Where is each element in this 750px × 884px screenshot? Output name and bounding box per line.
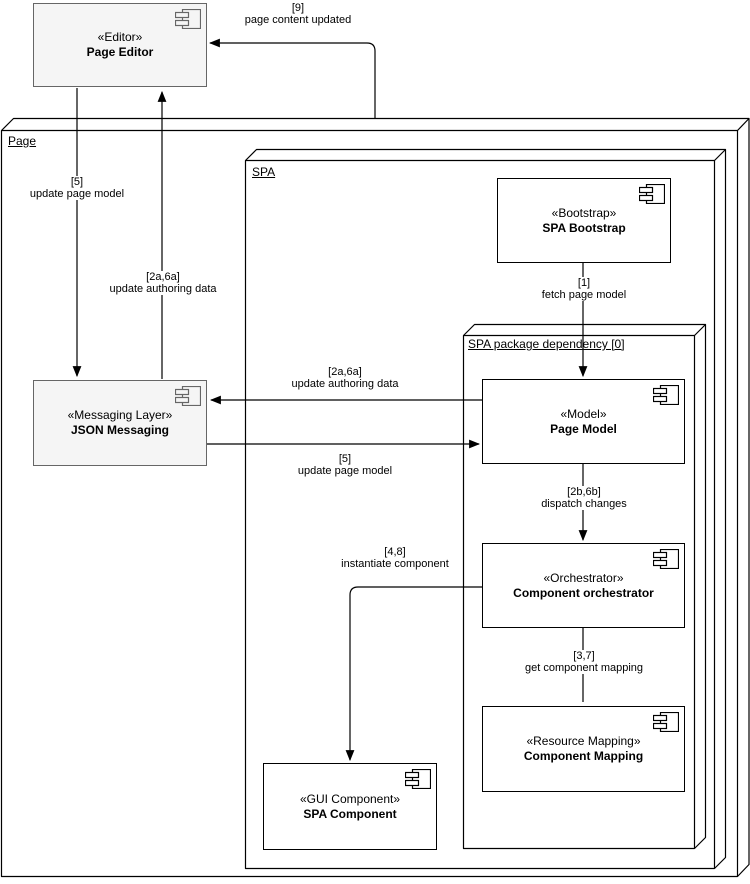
component-page-editor[interactable] (33, 3, 207, 87)
component-json-messaging[interactable] (33, 380, 207, 466)
component-orchestrator[interactable] (482, 543, 685, 628)
spa-bootstrap-name: SPA Bootstrap (542, 220, 626, 235)
component-mapping-name: Component Mapping (523, 749, 644, 763)
component-icon (175, 386, 201, 406)
component-icon (653, 385, 679, 405)
spa-bootstrap-stereotype: «Bootstrap» (551, 205, 617, 220)
page-editor-name: Page Editor (86, 45, 154, 59)
page-node-label: Page (8, 134, 37, 148)
edge-label-messaging-update-authoring-data: [2a,6a] update authoring data (109, 271, 217, 295)
component-icon (653, 712, 679, 732)
component-icon (653, 549, 679, 569)
spa-node-label: SPA (252, 165, 276, 179)
edge-label-fetch-page-model: [1] fetch page model (541, 277, 627, 301)
edge-label-page-content-updated: [9] page content updated (244, 2, 352, 26)
json-messaging-name: JSON Messaging (70, 423, 170, 437)
spa-package-dependency-label: SPA package dependency [0] (468, 337, 625, 351)
edge-label-get-component-mapping: [3,7] get component mapping (524, 650, 644, 674)
edge-label-instantiate-component: [4,8] instantiate component (341, 546, 449, 570)
orchestrator-stereotype: «Orchestrator» (543, 570, 624, 585)
orchestrator-name: Component orchestrator (513, 585, 654, 600)
component-page-model[interactable] (482, 379, 685, 464)
edge-label-messaging-update-page-model: [5] update page model (297, 453, 393, 477)
component-mapping-stereotype: «Resource Mapping» (526, 734, 641, 748)
spa-component-stereotype: «GUI Component» (299, 791, 401, 806)
component-spa-component[interactable] (263, 763, 437, 850)
component-spa-bootstrap[interactable] (497, 178, 671, 263)
json-messaging-stereotype: «Messaging Layer» (67, 408, 173, 422)
component-icon (639, 184, 665, 204)
page-editor-stereotype: «Editor» (97, 30, 143, 44)
spa-component-name: SPA Component (303, 806, 397, 821)
component-mapping[interactable] (482, 706, 685, 792)
edge-label-editor-update-page-model: [5] update page model (29, 176, 125, 200)
page-model-stereotype: «Model» (560, 406, 607, 421)
edge-label-dispatch-changes: [2b,6b] dispatch changes (541, 486, 627, 510)
component-icon (175, 9, 201, 29)
component-icon (405, 769, 431, 789)
edge-label-model-update-authoring-data: [2a,6a] update authoring data (291, 366, 399, 390)
page-model-name: Page Model (550, 421, 617, 436)
